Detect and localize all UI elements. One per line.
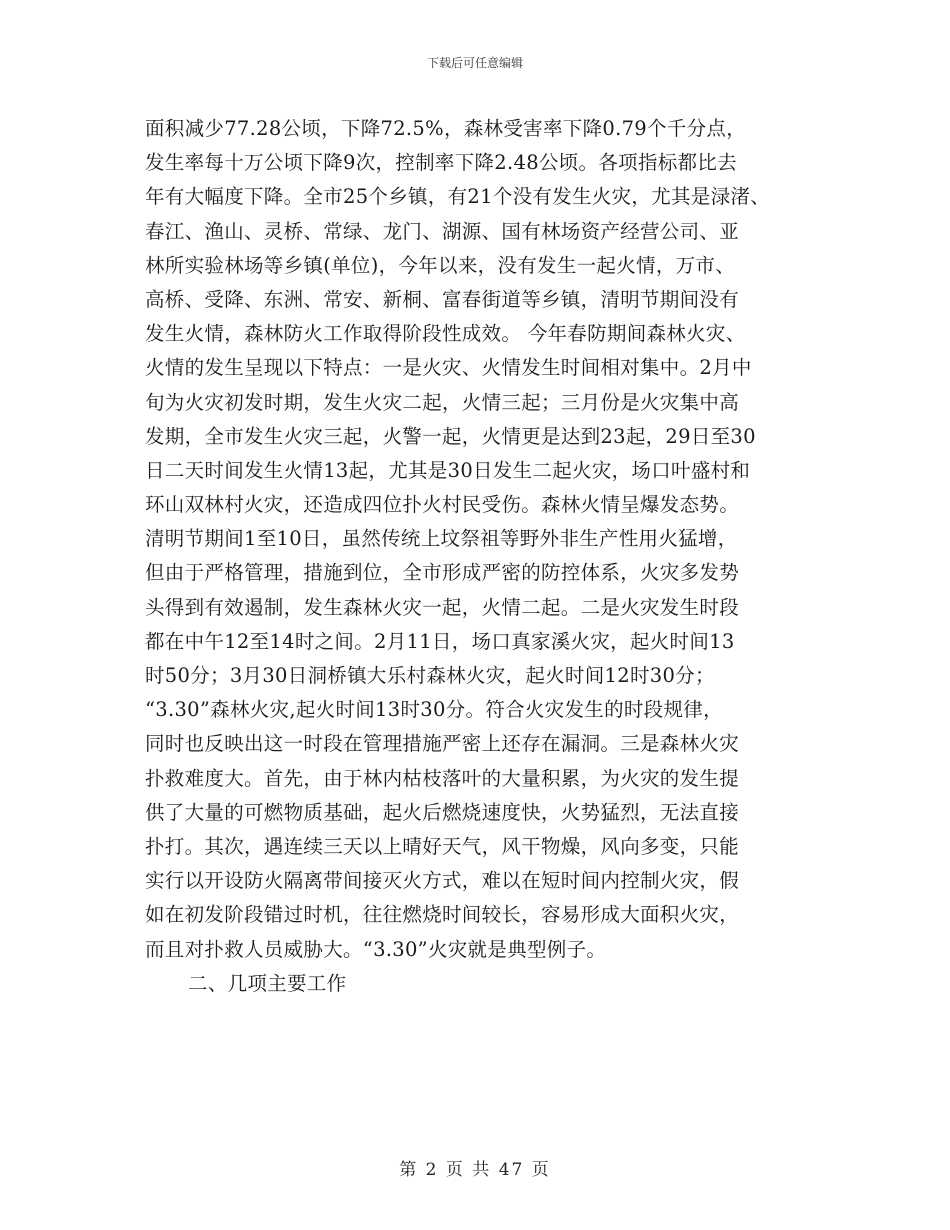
text-line: 供了大量的可燃物质基础，起火后燃烧速度快，火势猛烈，无法直接 (145, 800, 740, 824)
text-line: 年有大幅度下降。全市25个乡镇，有21个没有发生火灾，尤其是渌渚、 (145, 185, 771, 209)
text-line: 如在初发阶段错过时机，往往燃烧时间较长，容易形成大面积火灾， (145, 903, 740, 927)
page-header: 下载后可任意编辑 (426, 56, 523, 70)
text-line: 林所实验林场等乡镇(单位)，今年以来，没有发生一起火情，万市、 (145, 253, 736, 277)
body-text (145, 112, 845, 1001)
text-line: 扑打。其次，遇连续三天以上晴好天气，风干物燥，风向多变，只能 (145, 834, 740, 858)
text-line: 同时也反映出这一时段在管理措施严密上还存在漏洞。三是森林火灾 (145, 732, 740, 756)
text-line: 发生率每十万公顷下降9次，控制率下降2.48公顷。各项指标都比去 (145, 151, 737, 175)
text-line: 扑救难度大。首先，由于林内枯枝落叶的大量积累，为火灾的发生提 (145, 766, 740, 790)
text-line: 面积减少77.28公顷，下降72.5%，森林受害率下降0.79个千分点， (145, 117, 746, 140)
text-line: 环山双林村火灾，还造成四位扑火村民受伤。森林火情呈爆发态势。 (145, 493, 740, 517)
text-line: 都在中午12至14时之间。2月11日，场口真家溪火灾，起火时间13 (145, 629, 735, 653)
text-line: 高桥、受降、东洲、常安、新桐、富春街道等乡镇，清明节期间没有 (145, 287, 740, 311)
text-line: 但由于严格管理，措施到位，全市形成严密的防控体系，火灾多发势 (145, 561, 740, 585)
section-heading: 二、几项主要工作 (188, 971, 347, 995)
text-line: 清明节期间1至10日，虽然传统上坟祭祖等野外非生产性用火猛增， (145, 527, 738, 551)
text-line: 日二天时间发生火情13起，尤其是30日发生二起火灾，场口叶盛村和 (145, 458, 751, 482)
text-line: 旬为火灾初发时期，发生火灾二起，火情三起；三月份是火灾集中高 (145, 390, 740, 414)
text-line: 春江、渔山、灵桥、常绿、龙门、湖源、国有林场资产经营公司、亚 (145, 219, 740, 243)
text-line: 头得到有效遏制，发生森林火灾一起，火情二起。二是火灾发生时段 (145, 595, 740, 619)
text-line: 发生火情，森林防火工作取得阶段性成效。 今年春防期间森林火灾、 (145, 322, 746, 346)
text-line: 而且对扑救人员威胁大。“3.30”火灾就是典型例子。 (145, 937, 607, 961)
text-line: 火情的发生呈现以下特点：一是火灾、火情发生时间相对集中。2月中 (145, 356, 752, 380)
text-line: 实行以开设防火隔离带间接灭火方式，难以在短时间内控制火灾，假 (145, 869, 740, 893)
text-line: 时50分；3月30日洞桥镇大乐村森林火灾，起火时间12时30分； (145, 664, 715, 687)
page-footer: 第 2 页 共 47 页 (399, 1160, 551, 1180)
text-line: 发期，全市发生火灾三起，火警一起，火情更是达到23起，29日至30 (145, 424, 756, 448)
text-line: “3.30”森林火灾,起火时间13时30分。符合火灾发生的时段规律， (145, 698, 723, 722)
